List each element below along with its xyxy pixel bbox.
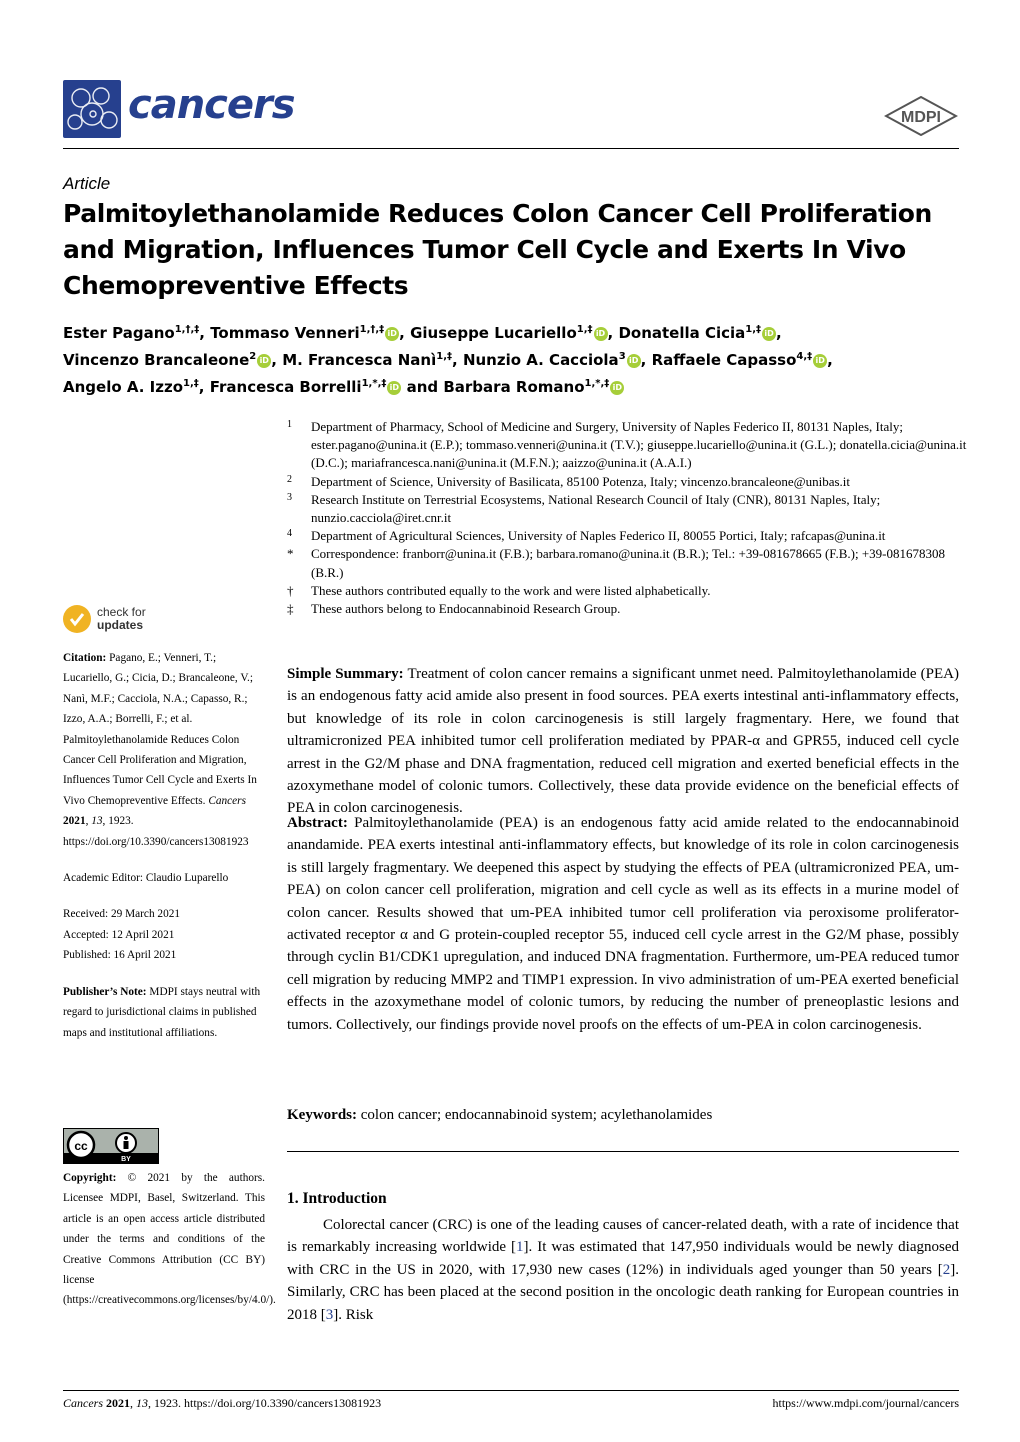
journal-logo-icon: [63, 80, 121, 138]
author-separator: ,: [640, 351, 652, 369]
author-affiliation-marks: 3: [618, 351, 626, 362]
svg-text:MDPI: MDPI: [901, 109, 941, 126]
affiliation-text: Department of Pharmacy, School of Medicine and Surgery, University of Naples Federico II, 80131 Naples, Italy; ester.pagano@unina.it (E.P.); tommaso.venneri@unina.it (T.V.); giuseppe.lucariello@unina.it (G.L.); donatella.cicia@unina.it (D.C.); mariafrancesca.nani@unina.it (M.F.N.); aaizzo@unina.it (A.A.I.): [311, 419, 967, 471]
author-name: Barbara Romano: [443, 378, 585, 396]
affiliation-item: [287, 600, 977, 618]
check-updates-icon: [63, 605, 91, 633]
orcid-icon[interactable]: iD: [387, 381, 401, 395]
author-affiliation-marks: 1,*,‡: [361, 378, 387, 389]
author-name: Nunzio A. Cacciola: [462, 351, 619, 369]
author-affiliation-marks: 2: [249, 351, 257, 362]
keywords-text: colon cancer; endocannabinoid system; acylethanolamides: [360, 1107, 713, 1123]
reference-link[interactable]: 1: [516, 1239, 524, 1256]
author-affiliation-marks: 1,‡: [436, 351, 453, 362]
copyright-label: Copyright:: [63, 1172, 117, 1184]
affiliation-marker: 3: [287, 491, 292, 503]
intro-text-4: ]. Risk: [333, 1306, 374, 1323]
reference-link[interactable]: 2: [942, 1261, 951, 1278]
affiliation-item: [287, 527, 977, 545]
footer-journal-url[interactable]: https://www.mdpi.com/journal/cancers: [772, 1396, 959, 1410]
svg-text:cc: cc: [74, 1139, 88, 1153]
mdpi-logo-icon[interactable]: [884, 96, 958, 136]
simple-summary: [287, 663, 959, 820]
orcid-icon[interactable]: iD: [610, 381, 624, 395]
section-divider: [287, 1151, 959, 1152]
author-separator: ,: [827, 351, 833, 369]
author-separator: and: [401, 378, 444, 396]
citation-journal: Cancers: [208, 794, 246, 807]
keywords-label: Keywords:: [287, 1107, 357, 1123]
author-separator: ,: [271, 351, 283, 369]
introduction-paragraph: [287, 1214, 959, 1326]
affiliation-marker: *: [287, 546, 294, 562]
citation-label: Citation:: [63, 652, 107, 664]
author-affiliation-marks: 4,‡: [796, 351, 813, 362]
affiliation-item: [287, 473, 977, 491]
svg-text:BY: BY: [121, 1156, 131, 1163]
published-date: Published: 16 April 2021: [63, 949, 177, 962]
author-name: Donatella Cicia: [618, 324, 746, 342]
affiliation-item: [287, 545, 977, 581]
affiliation-text: Correspondence: franborr@unina.it (F.B.); barbara.romano@unina.it (B.R.); Tel.: +39-081678665 (F.B.); +39-081678308 (B.R.): [311, 546, 945, 580]
affiliation-marker: †: [287, 582, 294, 598]
abstract-label: Abstract:: [287, 815, 348, 831]
intro-text-1: Colorectal cancer (CRC) is one of the leading causes of cancer-related death, with a rate of incidence that is remarkably increasing worldwide [: [287, 1217, 959, 1256]
abstract-text: Palmitoylethanolamide (PEA) is an endogenous fatty acid amide related to the endocannabinoid anandamide. PEA exerts intestinal anti-inflammatory effects, but knowledge of its role in colon carcinogenesis is still largely fragmentary. We deepened this aspect by studying the effects of PEA (ultramicronized PEA, um-PEA) on colon cancer cell proliferation, migration and cell cycle as well as its effects in a murine model of colon cancer. Results showed that um-PEA inhibited tumor cell proliferation via peroxisome proliferator-activated receptor α and G protein-coupled receptor 55, induced cell cycle arrest in the G2/M phase, possibly through cyclin B1/CDK1 upregulation, and induced DNA fragmentation. Furthermore, um-PEA reduced tumor cell migration by reducing MMP2 and TIMP1 expression. In vivo administration of um-PEA exerted beneficial effects in the azoxymethane model of colonic tumors, by reducing the number of preneoplastic lesions and tumors. Collectively, our findings provide novel proofs on the effects of um-PEA in colon carcinogenesis.: [287, 815, 959, 1033]
article-title: Palmitoylethanolamide Reduces Colon Cancer Cell Proliferation and Migration, Influences Tumor Cell Cycle and Exerts In Vivo Chemopreventive Effects: [63, 199, 932, 300]
left-sidebar: [63, 648, 265, 1043]
citation-doi[interactable]: , 1923. https://doi.org/10.3390/cancers13081923: [63, 815, 249, 848]
affiliation-item: [287, 491, 977, 527]
affiliation-marker: 2: [287, 473, 292, 485]
publishers-note-label: Publisher’s Note:: [63, 985, 147, 998]
publishers-note-text: MDPI stays neutral with regard to jurisdictional claims in published maps and institutional affiliations.: [63, 985, 261, 1039]
author-name: Ester Pagano: [63, 324, 175, 342]
citation-text: Pagano, E.; Venneri, T.; Lucariello, G.; Cicia, D.; Brancaleone, V.; Nanì, M.F.; Cacciola, N.A.; Capasso, R.; Izzo, A.A.; Borrelli, F.; et al. Palmitoylethanolamide Reduces Colon Cancer Cell Proliferation and Migration, Influences Tumor Cell Cycle and Exerts In Vivo Chemopreventive Effects.: [63, 652, 257, 807]
author-affiliation-marks: 1,‡: [745, 324, 762, 335]
author-affiliation-marks: 1,†,‡: [359, 324, 385, 335]
author-affiliation-marks: 1,‡: [576, 324, 593, 335]
author-name: M. Francesca Nanì: [282, 351, 437, 369]
author-name: Giuseppe Lucariello: [410, 324, 577, 342]
author-separator: ,: [399, 324, 411, 342]
affiliation-item: [287, 582, 977, 600]
citation: Citation: Pagano, E.; Venneri, T.; Lucariello, G.; Cicia, D.; Brancaleone, V.; Nanì, M.F.; Cacciola, N.A.; Capasso, R.; Izzo, A.A.; Borrelli, F.; et al. Palmitoylethanolamide Reduces Colon Cancer Cell Proliferation and Migration, Influences Tumor Cell Cycle and Exerts In Vivo Chemopreventive Effects. Cancers 2021, 13, 1923. https://doi.org/10.3390/cancers13081923: [63, 652, 257, 848]
check-updates-line1: check for: [97, 605, 146, 619]
received-date: Received: 29 March 2021: [63, 908, 181, 921]
accepted-date: Accepted: 12 April 2021: [63, 928, 175, 941]
citation-volume: 13: [91, 815, 103, 828]
orcid-icon[interactable]: iD: [385, 327, 399, 341]
affiliations: [287, 418, 977, 618]
affiliation-marker: 4: [287, 528, 292, 540]
orcid-icon[interactable]: iD: [627, 354, 641, 368]
cc-by-license-icon[interactable]: [63, 1128, 159, 1164]
copyright: [63, 1168, 276, 1311]
author-name: Angelo A. Izzo: [63, 378, 184, 396]
header-divider: [63, 148, 959, 149]
author-list: [63, 318, 963, 399]
author-name: Francesca Borrelli: [209, 378, 362, 396]
author-name: Raffaele Capasso: [651, 351, 797, 369]
journal-name[interactable]: cancers: [128, 82, 295, 128]
author-separator: ,: [607, 324, 619, 342]
affiliation-marker: 1: [287, 419, 292, 430]
reference-link[interactable]: 3: [325, 1306, 334, 1323]
affiliation-text: Department of Agricultural Sciences, University of Naples Federico II, 80055 Portici, Italy; rafcapas@unina.it: [311, 528, 886, 544]
author-affiliation-marks: 1,†,‡: [174, 324, 200, 335]
author-separator: ,: [452, 351, 463, 369]
orcid-icon[interactable]: iD: [762, 327, 776, 341]
orcid-icon[interactable]: iD: [257, 354, 271, 368]
author-affiliation-marks: 1,*,‡: [584, 378, 610, 389]
citation-year: 2021: [63, 815, 86, 828]
affiliation-item: [287, 418, 977, 473]
section-heading: 1. Introduction: [287, 1190, 387, 1207]
footer-divider: [63, 1390, 959, 1391]
footer-year: 2021: [106, 1396, 130, 1410]
copyright-text: © 2021 by the authors. Licensee MDPI, Basel, Switzerland. This article is an open access article distributed under the terms and conditions of the Creative Commons Attribution (CC BY) license (https://creativecommons.org/licenses/by/4.0/).: [63, 1172, 276, 1307]
affiliation-text: Research Institute on Terrestrial Ecosystems, National Research Council of Italy (CNR), 80131 Naples, Italy; nunzio.cacciola@iret.cnr.it: [311, 491, 881, 526]
author-affiliation-marks: 1,‡: [183, 378, 199, 389]
keywords: [287, 1104, 959, 1126]
intro-text-2: ]. It was estimated that 147,950 individuals would be newly diagnosed with CRC in the US in 2020, with 17,930 new cases (12%) in individuals aged younger than 50 years [: [287, 1239, 960, 1278]
publishers-note: [63, 982, 265, 1043]
simple-summary-label: Simple Summary:: [287, 666, 404, 682]
academic-editor: Academic Editor: Claudio Luparello: [63, 872, 229, 885]
author-separator: ,: [198, 378, 210, 396]
footer-volume: 13: [136, 1396, 148, 1410]
simple-summary-text: Treatment of colon cancer remains a significant unmet need. Palmitoylethanolamide (PEA) is an endogenous fatty acid amide also present in food sources. PEA exerts intestinal anti-inflammatory effects, but knowledge of its role in colon carcinogenesis is still largely fragmentary. Here, we found that ultramicronized PEA inhibited tumor cell proliferation mediated by PPAR-α and GPR55, induced cell cycle arrest in the G2/M phase and DNA fragmentation, reduced cell migration and exerted beneficial effects in the azoxymethane model of colonic tumors. Collectively, these data provide evidence on the beneficial effects of PEA in colon carcinogenesis.: [287, 666, 960, 817]
footer-doi[interactable]: , 1923. https://doi.org/10.3390/cancers13081923: [148, 1396, 382, 1410]
author-separator: ,: [199, 324, 211, 342]
affiliation-marker: ‡: [287, 601, 294, 617]
affiliation-text: Department of Science, University of Basilicata, 85100 Potenza, Italy; vincenzo.brancaleone@unibas.it: [311, 473, 851, 489]
author-separator: ,: [776, 324, 782, 342]
author-name: Tommaso Venneri: [210, 324, 360, 342]
check-updates-line2: updates: [97, 618, 144, 632]
footer-citation: Cancers 2021, 13, 1923. https://doi.org/10.3390/cancers13081923: [63, 1396, 382, 1410]
affiliation-text: These authors belong to Endocannabinoid Research Group.: [311, 601, 621, 617]
intro-text-3: ]. Similarly, CRC has been placed at the second position in the oncologic death ranking for European countries in 2018 [: [287, 1261, 959, 1323]
author-name: Vincenzo Brancaleone: [63, 351, 250, 369]
affiliation-text: These authors contributed equally to the work and were listed alphabetically.: [311, 582, 711, 598]
check-updates-badge[interactable]: [63, 605, 223, 637]
orcid-icon[interactable]: iD: [594, 327, 608, 341]
abstract: [287, 812, 959, 1036]
article-type: Article: [63, 174, 111, 193]
orcid-icon[interactable]: iD: [813, 354, 827, 368]
footer-journal: Cancers: [63, 1396, 103, 1410]
